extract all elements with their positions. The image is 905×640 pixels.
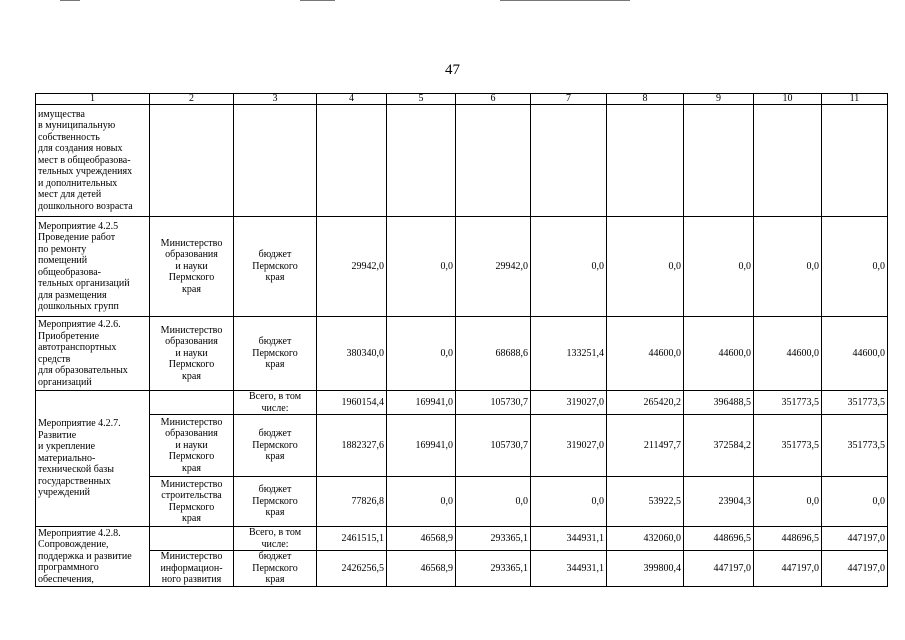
amount-cell: 46568,9 bbox=[387, 551, 456, 587]
executor-cell: Министерство образования и науки Пермского края bbox=[150, 415, 234, 477]
column-number-row bbox=[36, 94, 888, 105]
activity-name-cell: Мероприятие 4.2.6. Приобретение автотранспортных средств для образовательных организаций bbox=[36, 317, 150, 391]
table-row bbox=[36, 415, 888, 477]
funding-source-cell: Всего, в том числе: bbox=[234, 391, 317, 415]
amount-cell: 53922,5 bbox=[607, 477, 684, 527]
amount-cell: 0,0 bbox=[684, 217, 754, 317]
funding-source-cell: бюджет Пермского края bbox=[234, 317, 317, 391]
amount-cell: 29942,0 bbox=[317, 217, 387, 317]
amount-cell: 44600,0 bbox=[754, 317, 822, 391]
funding-source-cell: бюджет Пермского края bbox=[234, 217, 317, 317]
amount-cell: 265420,2 bbox=[607, 391, 684, 415]
activity-name-cell: Мероприятие 4.2.5 Проведение работ по ремонту помещений общеобразова- тельных организаций для размещения дошкольных групп bbox=[36, 217, 150, 317]
amount-cell: 0,0 bbox=[754, 217, 822, 317]
amount-cell: 351773,5 bbox=[822, 391, 888, 415]
budget-table bbox=[35, 93, 888, 587]
amount-cell: 44600,0 bbox=[607, 317, 684, 391]
amount-cell bbox=[387, 105, 456, 217]
amount-cell: 46568,9 bbox=[387, 527, 456, 551]
amount-cell: 44600,0 bbox=[822, 317, 888, 391]
executor-cell: Министерство информацион- ного развития bbox=[150, 551, 234, 587]
scan-edge-mid bbox=[300, 0, 335, 1]
amount-cell: 351773,5 bbox=[754, 391, 822, 415]
amount-cell: 344931,1 bbox=[531, 527, 607, 551]
amount-cell: 399800,4 bbox=[607, 551, 684, 587]
amount-cell: 29942,0 bbox=[456, 217, 531, 317]
table-row bbox=[36, 477, 888, 527]
amount-cell: 211497,7 bbox=[607, 415, 684, 477]
scan-edge-left bbox=[60, 0, 80, 1]
amount-cell: 380340,0 bbox=[317, 317, 387, 391]
amount-cell: 0,0 bbox=[387, 217, 456, 317]
executor-cell bbox=[150, 527, 234, 551]
amount-cell: 23904,3 bbox=[684, 477, 754, 527]
amount-cell bbox=[607, 105, 684, 217]
table-body bbox=[36, 94, 888, 587]
amount-cell: 0,0 bbox=[754, 477, 822, 527]
amount-cell: 0,0 bbox=[456, 477, 531, 527]
amount-cell: 293365,1 bbox=[456, 551, 531, 587]
amount-cell: 1882327,6 bbox=[317, 415, 387, 477]
amount-cell: 448696,5 bbox=[754, 527, 822, 551]
column-number: 2 bbox=[150, 94, 234, 105]
amount-cell bbox=[822, 105, 888, 217]
amount-cell: 319027,0 bbox=[531, 391, 607, 415]
table-row bbox=[36, 217, 888, 317]
amount-cell bbox=[684, 105, 754, 217]
column-number: 8 bbox=[607, 94, 684, 105]
column-number: 1 bbox=[36, 94, 150, 105]
executor-cell: Министерство строительства Пермского края bbox=[150, 477, 234, 527]
amount-cell: 169941,0 bbox=[387, 415, 456, 477]
amount-cell: 344931,1 bbox=[531, 551, 607, 587]
amount-cell: 447197,0 bbox=[684, 551, 754, 587]
amount-cell: 447197,0 bbox=[822, 527, 888, 551]
table-row bbox=[36, 391, 888, 415]
executor-cell bbox=[150, 391, 234, 415]
amount-cell: 432060,0 bbox=[607, 527, 684, 551]
amount-cell bbox=[754, 105, 822, 217]
amount-cell: 2426256,5 bbox=[317, 551, 387, 587]
amount-cell: 105730,7 bbox=[456, 415, 531, 477]
funding-source-cell: бюджет Пермского края bbox=[234, 551, 317, 587]
amount-cell: 448696,5 bbox=[684, 527, 754, 551]
amount-cell: 0,0 bbox=[822, 217, 888, 317]
funding-source-cell: бюджет Пермского края bbox=[234, 477, 317, 527]
funding-source-cell bbox=[234, 105, 317, 217]
amount-cell: 351773,5 bbox=[754, 415, 822, 477]
funding-source-cell: Всего, в том числе: bbox=[234, 527, 317, 551]
amount-cell: 396488,5 bbox=[684, 391, 754, 415]
column-number: 5 bbox=[387, 94, 456, 105]
column-number: 3 bbox=[234, 94, 317, 105]
activity-name-cell: Мероприятие 4.2.8. Сопровождение, поддержка и развитие программного обеспечения, bbox=[36, 527, 150, 587]
table-row bbox=[36, 105, 888, 217]
activity-name-cell: имущества в муниципальную собственность для создания новых мест в общеобразова- тельных учреждениях и дополнительных мест для детей дошкольного возраста bbox=[36, 105, 150, 217]
amount-cell bbox=[531, 105, 607, 217]
amount-cell: 2461515,1 bbox=[317, 527, 387, 551]
column-number: 9 bbox=[684, 94, 754, 105]
column-number: 10 bbox=[754, 94, 822, 105]
amount-cell: 293365,1 bbox=[456, 527, 531, 551]
executor-cell: Министерство образования и науки Пермского края bbox=[150, 317, 234, 391]
amount-cell: 68688,6 bbox=[456, 317, 531, 391]
scan-edge-right bbox=[500, 0, 630, 1]
amount-cell: 351773,5 bbox=[822, 415, 888, 477]
amount-cell: 372584,2 bbox=[684, 415, 754, 477]
column-number: 11 bbox=[822, 94, 888, 105]
amount-cell: 0,0 bbox=[822, 477, 888, 527]
amount-cell: 105730,7 bbox=[456, 391, 531, 415]
amount-cell: 0,0 bbox=[387, 477, 456, 527]
executor-cell bbox=[150, 105, 234, 217]
amount-cell: 0,0 bbox=[531, 217, 607, 317]
table-row bbox=[36, 317, 888, 391]
amount-cell: 77826,8 bbox=[317, 477, 387, 527]
amount-cell bbox=[456, 105, 531, 217]
amount-cell: 0,0 bbox=[531, 477, 607, 527]
table-row bbox=[36, 527, 888, 551]
column-number: 6 bbox=[456, 94, 531, 105]
amount-cell: 0,0 bbox=[387, 317, 456, 391]
column-number: 7 bbox=[531, 94, 607, 105]
amount-cell: 0,0 bbox=[607, 217, 684, 317]
amount-cell: 447197,0 bbox=[822, 551, 888, 587]
executor-cell: Министерство образования и науки Пермского края bbox=[150, 217, 234, 317]
amount-cell: 44600,0 bbox=[684, 317, 754, 391]
amount-cell: 319027,0 bbox=[531, 415, 607, 477]
amount-cell: 169941,0 bbox=[387, 391, 456, 415]
table-row bbox=[36, 551, 888, 587]
amount-cell: 447197,0 bbox=[754, 551, 822, 587]
column-number: 4 bbox=[317, 94, 387, 105]
amount-cell bbox=[317, 105, 387, 217]
activity-name-cell: Мероприятие 4.2.7. Развитие и укрепление материально- технической базы государственных учреждений bbox=[36, 391, 150, 527]
page-number: 47 bbox=[445, 62, 460, 78]
funding-source-cell: бюджет Пермского края bbox=[234, 415, 317, 477]
amount-cell: 1960154,4 bbox=[317, 391, 387, 415]
amount-cell: 133251,4 bbox=[531, 317, 607, 391]
